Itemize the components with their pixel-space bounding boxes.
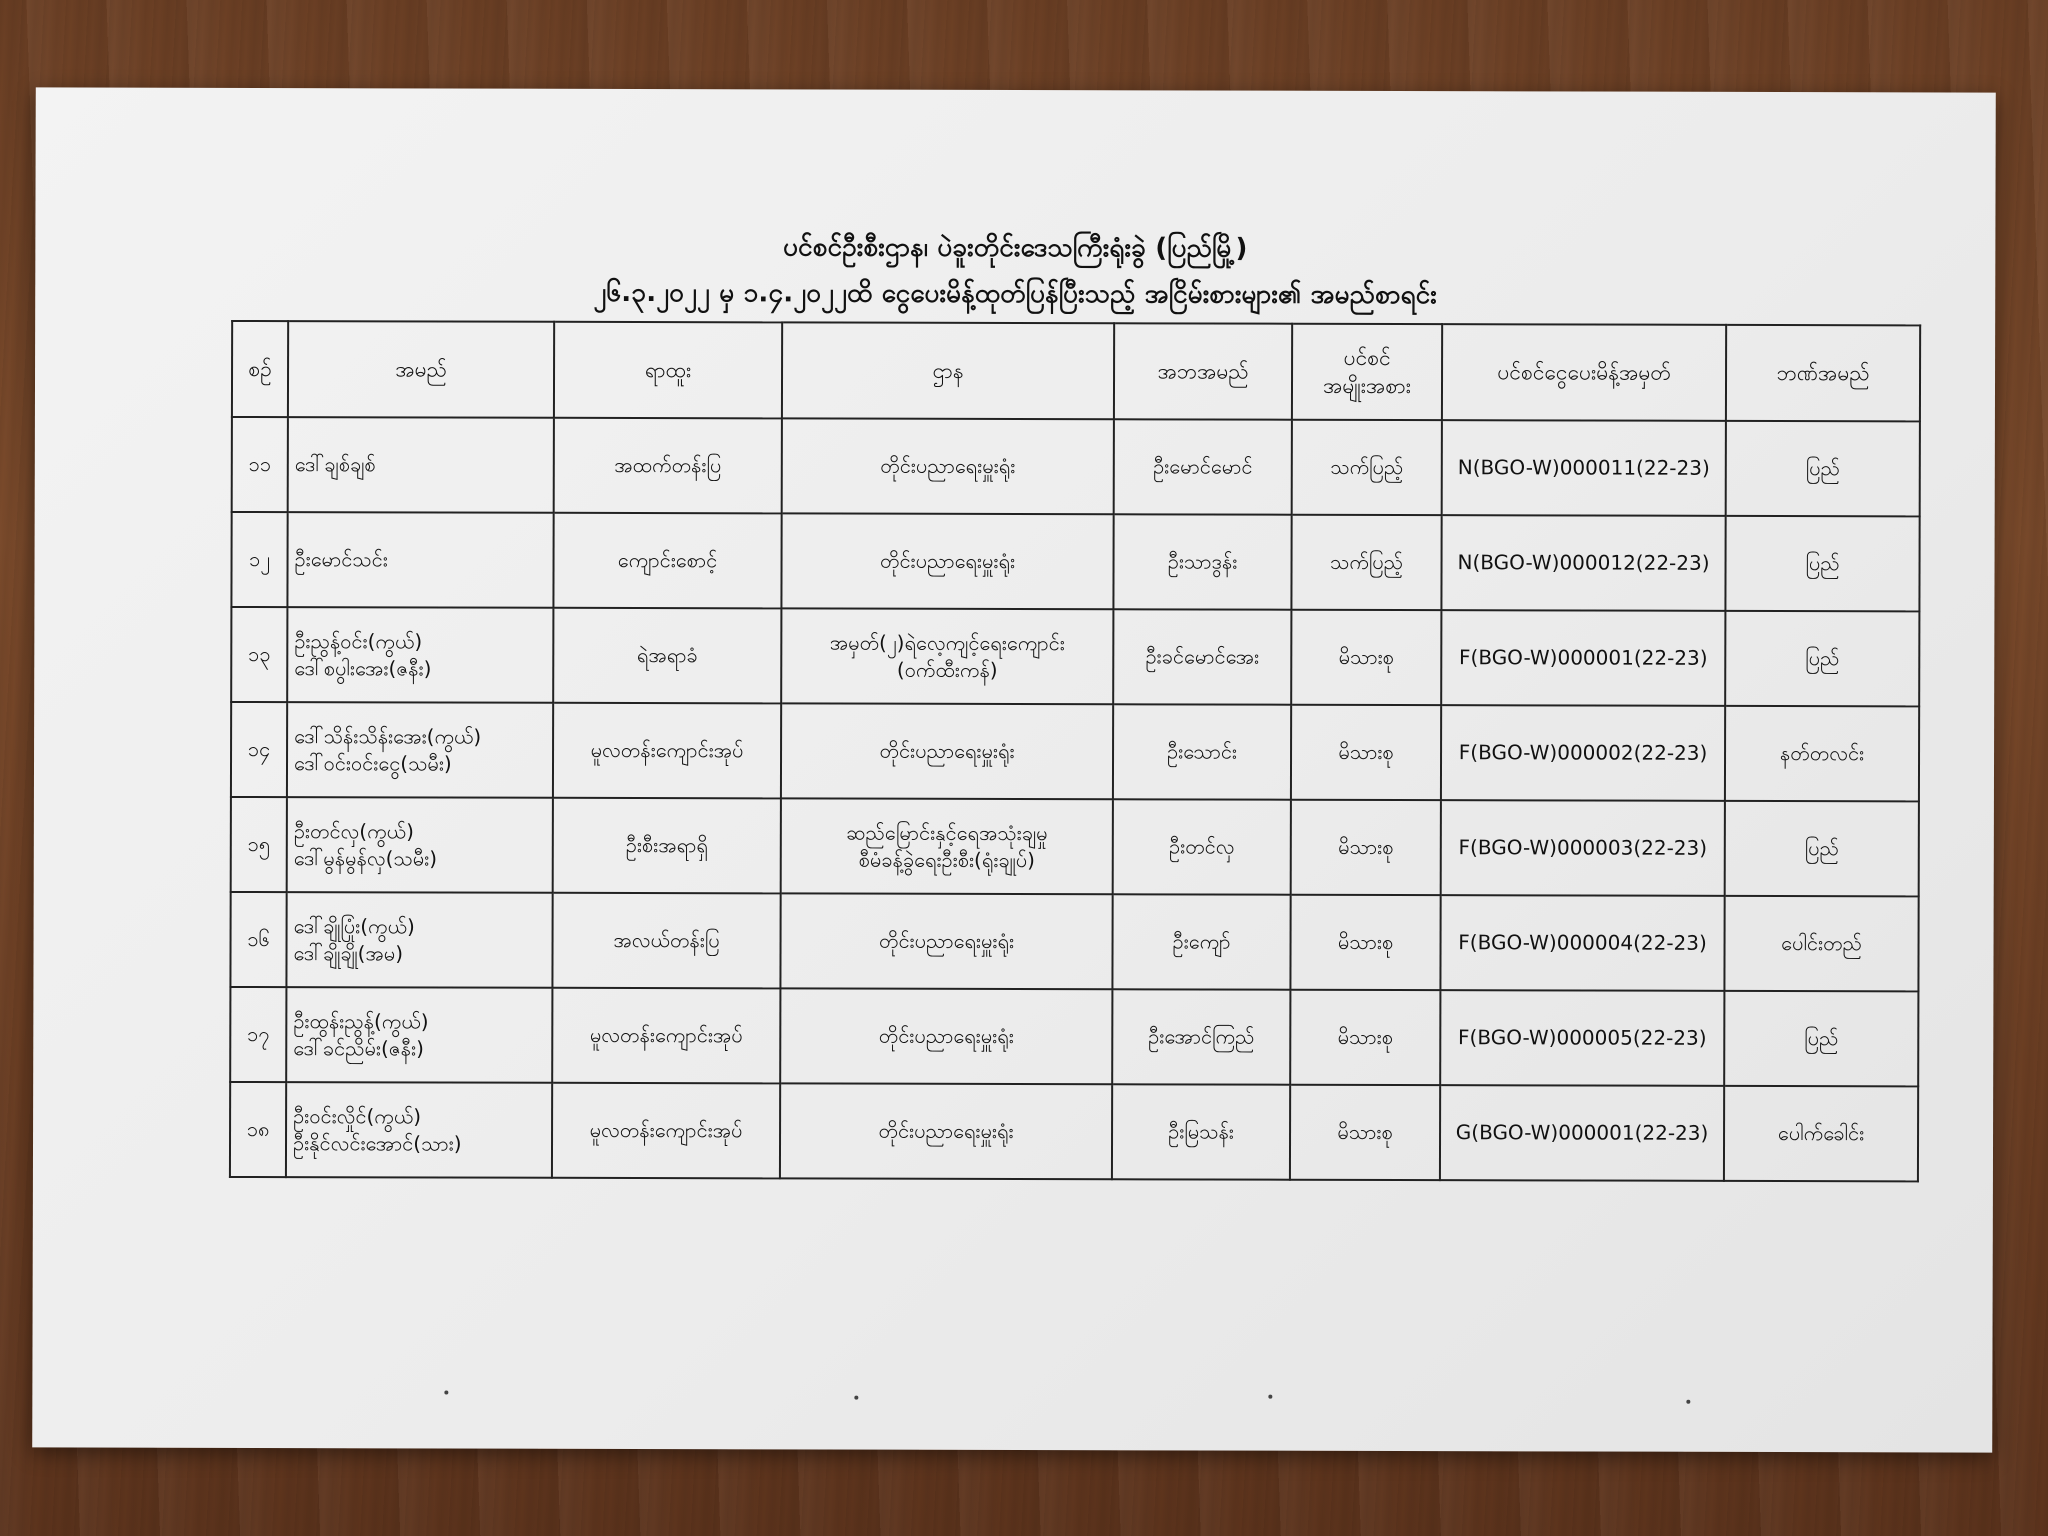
document-title-line2: ၂၆.၃.၂၀၂၂ မှ ၁.၄.၂၀၂၂ထိ ငွေပေးမိန့်ထုတ်ပြန်ပြီးသည့် အငြိမ်းစားများ၏ အမည်စာရင်း: [593, 277, 1438, 311]
cell-bank: ပေါက်ခေါင်း: [1724, 1086, 1918, 1182]
cell-position: မူလတန်းကျောင်းအုပ်: [553, 703, 781, 799]
cell-name-line1: ဦးမောင်သင်း: [294, 547, 388, 572]
cell-type: မိသားစု: [1290, 990, 1440, 1085]
cell-pension-number: F(BGO-W)000002(22-23): [1441, 705, 1725, 801]
cell-father: ဦးသာဒွန်း: [1113, 514, 1291, 609]
cell-department-line2: စီမံခန့်ခွဲရေးဦးစီး(ရုံးချုပ်): [858, 847, 1035, 872]
cell-name-line1: ဦးထွန်းညွန့်(ကွယ်): [293, 1008, 429, 1033]
cell-department-line1: တိုင်းပညာရေးမှူးရုံး: [879, 738, 1015, 764]
cell-father: ဦးခင်မောင်အေး: [1113, 609, 1291, 704]
paper-speck: [854, 1396, 858, 1400]
table-row: [232, 417, 1920, 516]
cell-name-line1: ဦးတင်လှ(ကွယ်): [293, 818, 414, 843]
header-no: စဉ်: [232, 321, 288, 417]
cell-no: ၁၅: [231, 797, 287, 892]
cell-no: ၁၁: [232, 417, 288, 512]
cell-bank: ပြည်: [1725, 801, 1919, 897]
header-pension-type-line1: ပင်စင်: [1343, 345, 1391, 370]
cell-name: [286, 1082, 552, 1178]
cell-position: အလယ်တန်းပြ: [552, 893, 780, 989]
cell-department: [781, 513, 1113, 609]
cell-name-line2: ဦးနိုင်လင်းအောင်(သား): [292, 1130, 462, 1156]
cell-name-line2: ဒေါ်မွန်မွန်လှ(သမီး): [293, 845, 438, 870]
pensioner-table: [229, 320, 1921, 1182]
cell-department: [781, 608, 1113, 704]
cell-type: မိသားစု: [1291, 705, 1441, 800]
cell-name-line2: ဒေါ်စပွါးအေး(ဇနီး): [294, 655, 432, 680]
document-title-line1: ပင်စင်ဦးစီးဌာန၊ ပဲခူးတိုင်းဒေသကြီးရုံးခွဲ (ပြည်မြို့): [783, 232, 1248, 264]
cell-father: ဦးအောင်ကြည်: [1112, 989, 1290, 1084]
header-pension-number: ပင်စင်ငွေပေးမိန့်အမှတ်: [1442, 324, 1726, 421]
cell-no: ၁၂: [231, 512, 287, 607]
cell-department-line1: တိုင်းပညာရေးမှူးရုံး: [878, 928, 1015, 954]
header-pension-type: [1292, 324, 1442, 420]
header-father-name: အဘအမည်: [1114, 323, 1292, 419]
paper-speck: [1268, 1395, 1272, 1399]
cell-name-line1: ဦးဝင်းလှိုင်(ကွယ်): [293, 1103, 422, 1128]
cell-name-line1: ဒေါ်သိန်းသိန်းအေး(ကွယ်): [294, 723, 482, 749]
cell-no: ၁၆: [230, 892, 286, 987]
header-bank: ဘဏ်အမည်: [1726, 325, 1920, 422]
cell-bank: နတ်တလင်း: [1725, 706, 1919, 802]
cell-department-line1: အမှတ်(၂)ရဲလေ့ကျင့်ရေးကျောင်း: [829, 630, 1065, 655]
header-position: ရာထူး: [554, 322, 782, 419]
cell-department-line1: ဆည်မြောင်းနှင့်ရေအသုံးချမှု: [846, 820, 1048, 845]
cell-department: [782, 418, 1114, 514]
cell-type: မိသားစု: [1291, 610, 1441, 705]
cell-name: [286, 987, 552, 1083]
cell-no: ၁၄: [231, 702, 287, 797]
cell-position: ကျောင်းစောင့်: [553, 513, 781, 609]
cell-father: ဦးမောင်မောင်: [1114, 419, 1292, 514]
cell-department: [780, 1083, 1112, 1179]
cell-name: [288, 417, 554, 513]
header-pension-type-line2: အမျိုးအစား: [1322, 373, 1412, 399]
cell-department-line1: တိုင်းပညာရေးမှူးရုံး: [880, 453, 1016, 479]
cell-department: [780, 988, 1112, 1084]
cell-no: ၁၃: [231, 607, 287, 702]
cell-type: မိသားစု: [1290, 895, 1440, 990]
table-row: [230, 987, 1918, 1086]
cell-type: မိသားစု: [1291, 800, 1441, 895]
cell-pension-number: G(BGO-W)000001(22-23): [1440, 1085, 1724, 1181]
cell-name-line1: ဦးညွန့်ဝင်း(ကွယ်): [294, 628, 423, 653]
cell-department-line1: တိုင်းပညာရေးမှူးရုံး: [878, 1023, 1014, 1049]
cell-name-line1: ဒေါ်ချိုပြုံး(ကွယ်): [293, 913, 415, 938]
cell-type: မိသားစု: [1290, 1085, 1440, 1180]
table-row: [231, 512, 1919, 611]
cell-name: [287, 512, 553, 608]
paper-speck: [1686, 1400, 1690, 1404]
cell-type: သက်ပြည့်: [1291, 515, 1441, 610]
cell-bank: ပေါင်းတည်: [1724, 896, 1918, 992]
cell-father: ဦးတင်လှ: [1113, 799, 1291, 894]
cell-name: [287, 797, 553, 893]
cell-no: ၁၈: [230, 1082, 286, 1177]
cell-bank: ပြည်: [1726, 421, 1920, 517]
cell-position: မူလတန်းကျောင်းအုပ်: [552, 988, 780, 1084]
cell-father: ဦးမြသန်း: [1112, 1084, 1290, 1179]
cell-pension-number: N(BGO-W)000011(22-23): [1442, 420, 1726, 516]
cell-name: [287, 702, 553, 798]
paper-sheet: [32, 87, 1996, 1452]
cell-position: အထက်တန်းပြ: [554, 418, 782, 514]
cell-department: [781, 703, 1113, 799]
cell-department: [780, 893, 1112, 989]
cell-department-line1: တိုင်းပညာရေးမှူးရုံး: [879, 548, 1016, 574]
table-row: [230, 892, 1918, 991]
cell-department: [781, 798, 1113, 894]
cell-pension-number: N(BGO-W)000012(22-23): [1441, 515, 1725, 611]
table-row: [231, 607, 1919, 706]
table-row: [231, 702, 1919, 801]
cell-type: သက်ပြည့်: [1292, 420, 1442, 515]
header-department: ဌာန: [782, 322, 1114, 419]
cell-father: ဦးသောင်း: [1113, 704, 1291, 799]
cell-pension-number: F(BGO-W)000005(22-23): [1440, 990, 1724, 1086]
table-row: [231, 797, 1919, 896]
cell-bank: ပြည်: [1725, 516, 1919, 612]
cell-pension-number: F(BGO-W)000004(22-23): [1440, 895, 1724, 991]
cell-name: [287, 607, 553, 703]
table-header-row: [232, 321, 1920, 421]
cell-pension-number: F(BGO-W)000003(22-23): [1441, 800, 1725, 896]
header-name: အမည်: [288, 321, 554, 418]
cell-position: မူလတန်းကျောင်းအုပ်: [552, 1083, 780, 1179]
cell-bank: ပြည်: [1724, 991, 1918, 1087]
cell-department-line2: (ဝက်ထီးကန်): [896, 657, 998, 682]
cell-name-line2: ဒေါ်ခင်ညိမ်း(ဇနီး): [293, 1035, 424, 1060]
cell-no: ၁၇: [230, 987, 286, 1082]
cell-department-line1: တိုင်းပညာရေးမှူးရုံး: [878, 1118, 1014, 1144]
paper-speck: [444, 1391, 448, 1395]
cell-name-line2: ဒေါ်ဝင်းဝင်းငွေ(သမီး): [293, 750, 452, 776]
cell-name-line2: ဒေါ်ချိုချို(အမ): [293, 940, 404, 965]
cell-bank: ပြည်: [1725, 611, 1919, 707]
cell-position: ရဲအရာခံ: [553, 608, 781, 704]
cell-pension-number: F(BGO-W)000001(22-23): [1441, 610, 1725, 706]
table-row: [230, 1082, 1918, 1181]
cell-name: [286, 892, 552, 988]
cell-father: ဦးကျော်: [1112, 894, 1290, 989]
cell-position: ဦးစီးအရာရှိ: [553, 798, 781, 894]
cell-name-line1: ဒေါ်ချစ်ချစ်: [294, 452, 376, 477]
